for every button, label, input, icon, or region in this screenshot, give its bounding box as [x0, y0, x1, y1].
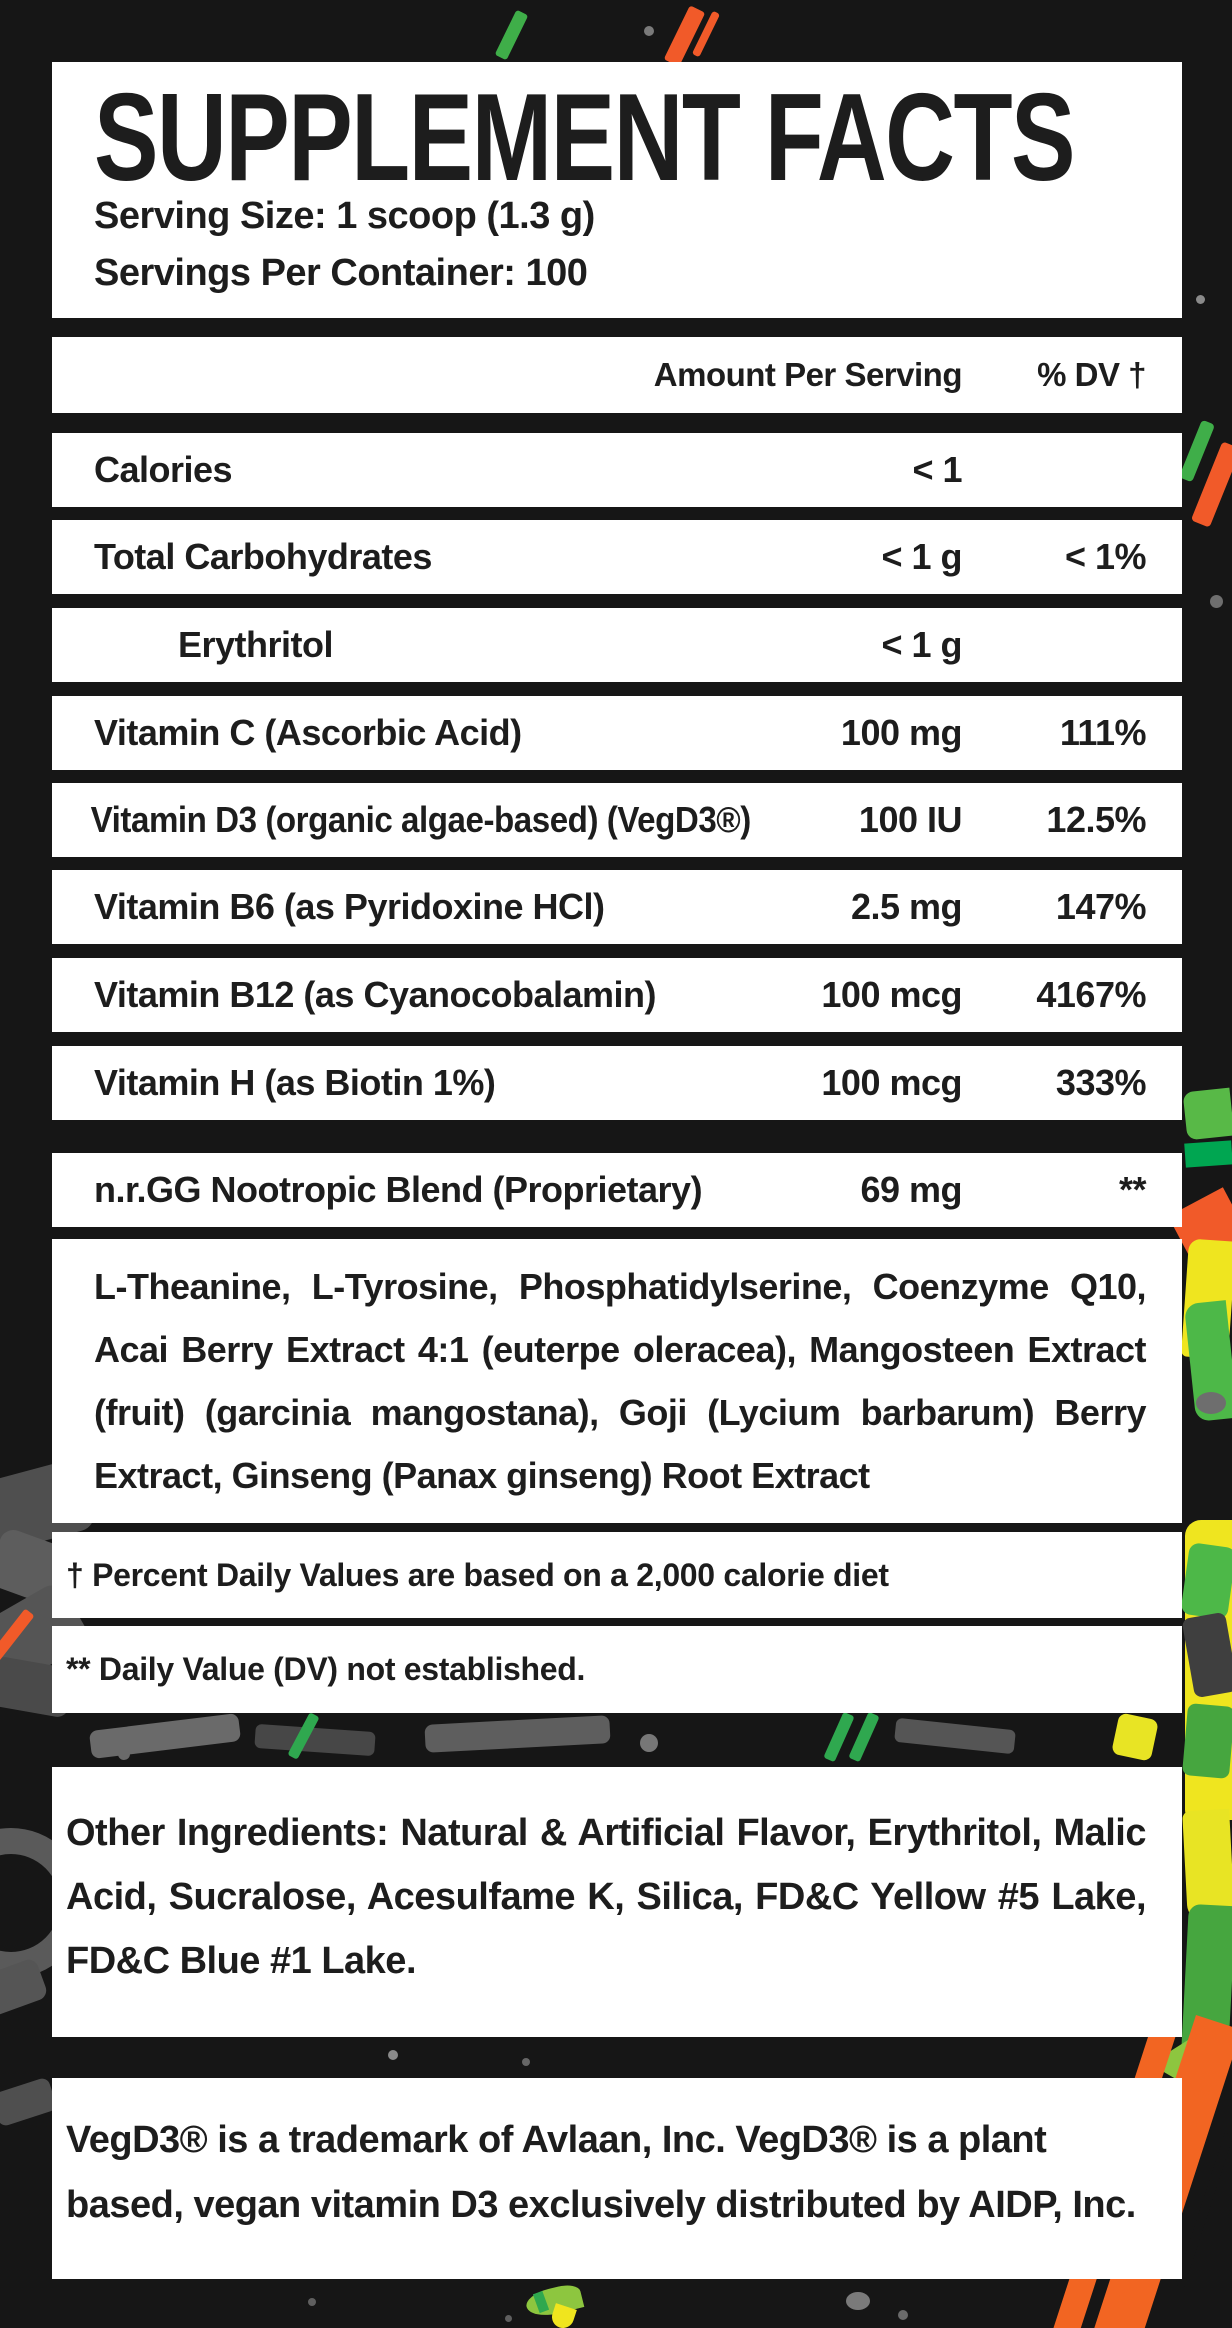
graffiti-gray-ellipse — [1196, 1392, 1226, 1414]
other-ingredients-line: FD&C Blue #1 Lake. — [66, 1940, 416, 1982]
nutrient-name: n.r.GG Nootropic Blend (Proprietary) — [94, 1169, 703, 1210]
graffiti-green-chunk — [1182, 1703, 1232, 1779]
nutrient-name: Vitamin H (as Biotin 1%) — [94, 1062, 496, 1103]
row-vitamin-h — [52, 1046, 1182, 1120]
nutrient-name: Calories — [94, 449, 233, 490]
nutrient-amount: 100 mcg — [821, 1062, 962, 1103]
row-calories — [52, 433, 1182, 507]
graffiti-gray-ellipse — [846, 2292, 870, 2310]
nutrient-name: Vitamin D3 (organic algae-based) (VegD3®) — [90, 799, 751, 840]
footnote-not-established — [52, 1626, 1182, 1713]
nutrient-name: Vitamin C (Ascorbic Acid) — [94, 712, 522, 753]
blend-ingredients-line: (fruit) (garcinia mangostana), Goji (Lycium barbarum) Berry — [94, 1392, 1146, 1433]
row-vitamin-c — [52, 696, 1182, 770]
graffiti-orange-stroke — [664, 5, 706, 66]
footnote-text: ** Daily Value (DV) not established. — [66, 1651, 586, 1687]
graffiti-green-chunk — [1180, 1542, 1232, 1620]
row-total-carbohydrates — [52, 520, 1182, 594]
graffiti-gray-scribble — [0, 2077, 58, 2128]
graffiti-gray-blob — [89, 1713, 241, 1759]
nutrient-amount: < 1 g — [881, 536, 962, 577]
row-vitamin-b12 — [52, 958, 1182, 1032]
nutrient-amount: 100 mcg — [821, 974, 962, 1015]
graffiti-gray-dot — [644, 26, 654, 36]
graffiti-gray-dot — [1196, 295, 1205, 304]
footnote-daily-values — [52, 1532, 1182, 1618]
other-ingredients-line: Other Ingredients: Natural & Artificial Flavor, Erythritol, Malic — [66, 1812, 1146, 1854]
graffiti-gray-dot — [388, 2050, 398, 2060]
nutrient-amount: 100 mg — [840, 712, 962, 753]
nutrient-amount: 2.5 mg — [850, 886, 962, 927]
nutrient-dv: 12.5% — [1046, 799, 1146, 840]
nutrient-amount: < 1 — [912, 449, 962, 490]
blend-ingredients-line: Extract, Ginseng (Panax ginseng) Root Extract — [94, 1455, 870, 1496]
nutrient-dv: 333% — [1055, 1062, 1146, 1103]
row-nootropic-blend — [52, 1153, 1182, 1227]
page-title: SUPPLEMENT FACTS — [94, 69, 1074, 207]
nutrient-dv: 4167% — [1036, 974, 1146, 1015]
row-vitamin-b6 — [52, 870, 1182, 944]
other-ingredients-panel — [52, 1767, 1182, 2037]
graffiti-gray-dot — [522, 2058, 530, 2066]
nutrient-dv: < 1% — [1064, 536, 1146, 577]
graffiti-gray-dot — [505, 2315, 512, 2322]
graffiti-gray-blob — [424, 1715, 610, 1753]
column-percent-dv: % DV † — [1037, 356, 1146, 393]
blend-ingredients-panel — [52, 1239, 1182, 1523]
graffiti-teal-bar — [1184, 1140, 1232, 1167]
servings-per-container: Servings Per Container: 100 — [94, 252, 588, 294]
nutrient-name: Vitamin B12 (as Cyanocobalamin) — [94, 974, 657, 1015]
graffiti-gray-dot — [1210, 595, 1223, 608]
nutrient-amount: < 1 g — [881, 624, 962, 665]
column-header-panel — [52, 337, 1182, 413]
row-erythritol — [52, 608, 1182, 682]
nutrient-dv: 111% — [1059, 712, 1146, 753]
graffiti-green-blob — [1183, 1088, 1232, 1141]
serving-size: Serving Size: 1 scoop (1.3 g) — [94, 195, 595, 237]
header-panel — [52, 62, 1182, 318]
blend-ingredients-line: L-Theanine, L-Tyrosine, Phosphatidylserine, Coenzyme Q10, — [94, 1266, 1146, 1307]
row-vitamin-d3 — [52, 783, 1182, 857]
graffiti-green-stroke — [495, 10, 529, 61]
trademark-line: VegD3® is a trademark of Avlaan, Inc. VegD3® is a plant — [66, 2119, 1047, 2161]
nutrient-dv: ** — [1118, 1169, 1146, 1210]
nutrient-amount: 69 mg — [860, 1169, 962, 1210]
nutrient-name: Total Carbohydrates — [94, 536, 432, 577]
trademark-line: based, vegan vitamin D3 exclusively distributed by AIDP, Inc. — [66, 2184, 1136, 2226]
graffiti-gray-dot — [898, 2310, 908, 2320]
graffiti-gray-dot — [640, 1734, 658, 1752]
graffiti-gray-blob — [254, 1724, 375, 1756]
nutrient-amount: 100 IU — [858, 799, 962, 840]
trademark-panel — [52, 2078, 1182, 2279]
other-ingredients-line: Acid, Sucralose, Acesulfame K, Silica, FD&C Yellow #5 Lake, — [66, 1876, 1146, 1918]
graffiti-gray-dot — [308, 2298, 316, 2306]
graffiti-yellow-bit — [1111, 1712, 1159, 1761]
nutrient-dv: 147% — [1055, 886, 1146, 927]
blend-ingredients-line: Acai Berry Extract 4:1 (euterpe oleracea), Mangosteen Extract — [94, 1329, 1146, 1370]
nutrient-name: Erythritol — [178, 624, 334, 665]
nutrient-name: Vitamin B6 (as Pyridoxine HCl) — [94, 886, 605, 927]
footnote-text: † Percent Daily Values are based on a 2,000 calorie diet — [66, 1556, 889, 1593]
column-amount-per-serving: Amount Per Serving — [653, 356, 962, 393]
graffiti-gray-blob — [894, 1718, 1016, 1754]
